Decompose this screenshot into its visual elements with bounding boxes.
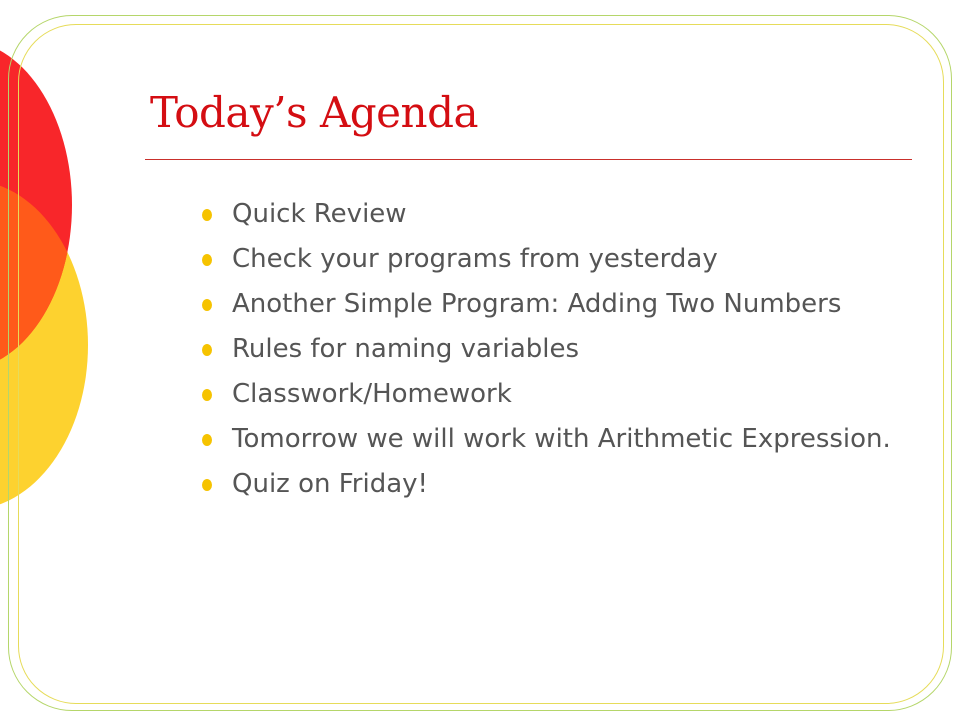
slide-title: Today’s Agenda [150,88,478,137]
agenda-item-text: Another Simple Program: Adding Two Numbers [232,289,842,319]
bullet-icon [202,389,212,401]
bullet-icon [202,254,212,266]
bullet-icon [202,434,212,446]
bullet-icon [202,479,212,491]
bullet-icon [202,209,212,221]
agenda-item-text: Tomorrow we will work with Arithmetic Expression. [232,424,891,454]
agenda-item-text: Check your programs from yesterday [232,244,718,274]
agenda-item-text: Quick Review [232,199,407,229]
agenda-item-text: Classwork/Homework [232,379,512,409]
bullet-icon [202,299,212,311]
agenda-item-text: Quiz on Friday! [232,469,428,499]
agenda-list [202,198,902,513]
agenda-item [202,378,902,411]
bullet-icon [202,344,212,356]
agenda-item-text: Rules for naming variables [232,334,580,364]
agenda-item [202,423,902,456]
title-divider [145,159,912,160]
agenda-item [202,288,902,321]
agenda-item [202,243,902,276]
agenda-item [202,333,902,366]
agenda-item [202,198,902,231]
agenda-item [202,468,902,501]
